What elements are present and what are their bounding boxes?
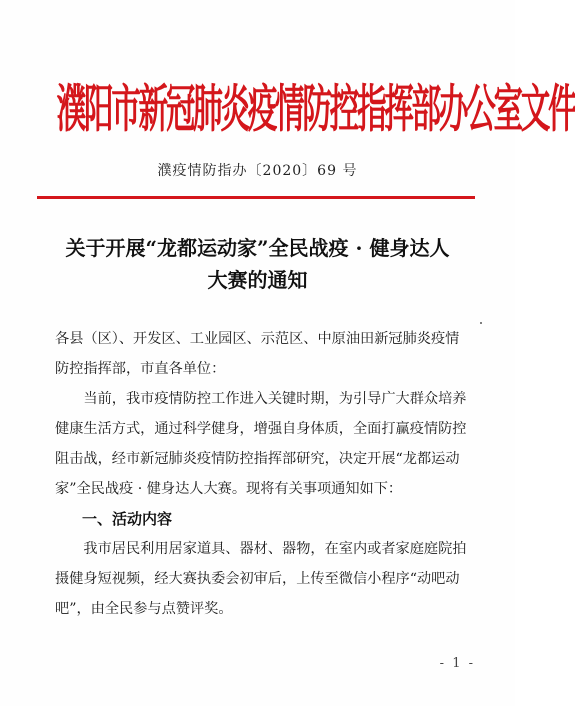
document-number: 濮疫情防指办〔2020〕69 号 bbox=[157, 163, 358, 179]
addressee-paragraph: 各县（区）、开发区、工业园区、示范区、中原油田新冠肺炎疫情防控指挥部，市直各单位： bbox=[55, 331, 460, 377]
notice-title-line-1: 关于开展“龙都运动家”全民战疫 · 健身达人 bbox=[65, 236, 450, 260]
body-paragraph-1: 当前，我市疫情防控工作进入关键时期，为引导广大群众培养健康生活方式，通过科学健身，增强自身体质，全面打赢疫情防控阻击战，经市新冠肺炎疫情防控指挥部研究，决定开展“龙都运动家”全民战疫 · 健身达人大赛。现将有关事项通知如下： bbox=[55, 391, 467, 497]
body-paragraph-2: 我市居民利用居家道具、器材、器物，在室内或者家庭庭院拍摄健身短视频，经大赛执委会初审后，上传至微信小程序“动吧动吧”，由全民参与点赞评奖。 bbox=[55, 541, 467, 617]
scan-speck bbox=[480, 322, 482, 324]
page-number: - 1 - bbox=[439, 656, 475, 671]
notice-title-line-2: 大赛的通知 bbox=[207, 268, 308, 292]
notice-title bbox=[30, 232, 485, 296]
section-heading-1: 一、活动内容 bbox=[82, 510, 173, 528]
document-header-title: 濮阳市新冠肺炎疫情防控指挥部办公室文件 bbox=[56, 77, 575, 139]
header-red-rule bbox=[37, 196, 475, 199]
